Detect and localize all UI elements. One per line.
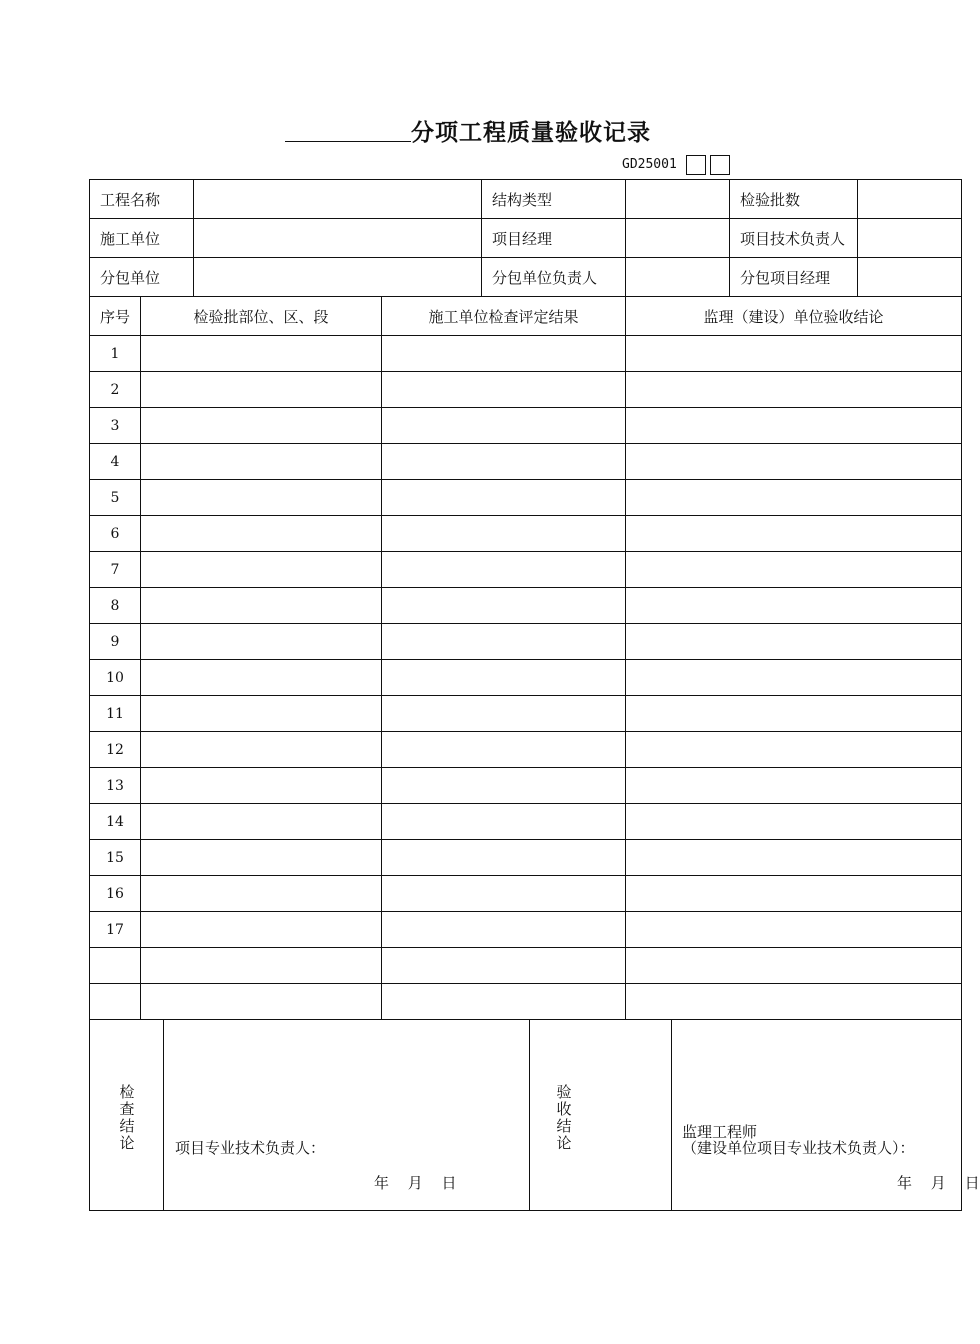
row-number: 5: [90, 480, 141, 516]
subcontract-pm-value[interactable]: [858, 258, 962, 297]
table-row: [90, 624, 962, 660]
project-manager-value[interactable]: [626, 219, 730, 258]
row-contractor-result-cell[interactable]: [382, 516, 626, 552]
row-number: [90, 948, 141, 984]
table-row: [90, 948, 962, 984]
structure-type-label: 结构类型: [482, 180, 626, 219]
row-supervisor-conclusion-cell[interactable]: [626, 948, 962, 984]
row-number: 10: [90, 660, 141, 696]
row-number: 11: [90, 696, 141, 732]
title-blank-line: [285, 141, 411, 142]
row-location-cell[interactable]: [141, 660, 382, 696]
table-row: [90, 588, 962, 624]
row-contractor-result-cell[interactable]: [382, 444, 626, 480]
table-row: [90, 516, 962, 552]
row-supervisor-conclusion-cell[interactable]: [626, 336, 962, 372]
table-row: [90, 840, 962, 876]
row-number: 17: [90, 912, 141, 948]
table-row: [90, 552, 962, 588]
row-number: 14: [90, 804, 141, 840]
row-location-cell[interactable]: [141, 588, 382, 624]
table-row: [90, 732, 962, 768]
row-number: 13: [90, 768, 141, 804]
row-supervisor-conclusion-cell[interactable]: [626, 876, 962, 912]
row-contractor-result-cell[interactable]: [382, 912, 626, 948]
accept-label-cell: [530, 1020, 672, 1211]
row-number: [90, 984, 141, 1020]
table-row: [90, 660, 962, 696]
row-location-cell[interactable]: [141, 984, 382, 1020]
row-contractor-result-cell[interactable]: [382, 336, 626, 372]
form-code-box-1[interactable]: [686, 155, 706, 175]
table-row: [90, 336, 962, 372]
table-row: [90, 876, 962, 912]
tech-lead-value[interactable]: [858, 219, 962, 258]
table-row: [90, 768, 962, 804]
check-label-cell: [90, 1020, 164, 1211]
table-row: [90, 696, 962, 732]
table-row: [90, 804, 962, 840]
row-contractor-result-cell[interactable]: [382, 984, 626, 1020]
batch-count-value[interactable]: [858, 180, 962, 219]
row-number: 2: [90, 372, 141, 408]
row-supervisor-conclusion-cell[interactable]: [626, 552, 962, 588]
row-contractor-result-cell[interactable]: [382, 480, 626, 516]
form-code-box-2[interactable]: [710, 155, 730, 175]
row-location-cell[interactable]: [141, 840, 382, 876]
subcontract-pm-label: 分包项目经理: [730, 258, 858, 297]
row-number: 16: [90, 876, 141, 912]
row-location-cell[interactable]: [141, 696, 382, 732]
acceptance-conclusion-cell[interactable]: [672, 1020, 980, 1211]
row-supervisor-conclusion-cell[interactable]: [626, 984, 962, 1020]
row-contractor-result-cell[interactable]: [382, 660, 626, 696]
column-header-row: [90, 297, 962, 336]
row-contractor-result-cell[interactable]: [382, 876, 626, 912]
row-contractor-result-cell[interactable]: [382, 732, 626, 768]
check-conclusion-cell[interactable]: [164, 1020, 530, 1211]
row-supervisor-conclusion-cell[interactable]: [626, 804, 962, 840]
check-signer-label: 项目专业技术负责人：: [175, 1139, 326, 1157]
row-number: 3: [90, 408, 141, 444]
col-supervisor-conclusion-header: 监理（建设）单位验收结论: [626, 297, 962, 336]
row-supervisor-conclusion-cell[interactable]: [626, 696, 962, 732]
construction-unit-label: 施工单位: [90, 219, 194, 258]
row-contractor-result-cell[interactable]: [382, 588, 626, 624]
row-supervisor-conclusion-cell[interactable]: [626, 516, 962, 552]
row-contractor-result-cell[interactable]: [382, 552, 626, 588]
col-seq-header: 序号: [90, 297, 141, 336]
row-supervisor-conclusion-cell[interactable]: [626, 732, 962, 768]
table-row: [90, 372, 962, 408]
row-supervisor-conclusion-cell[interactable]: [626, 372, 962, 408]
project-manager-label: 项目经理: [482, 219, 626, 258]
acceptance-conclusion-label: 验收结论: [556, 1083, 572, 1152]
row-location-cell[interactable]: [141, 624, 382, 660]
info-row-3: [90, 258, 962, 297]
row-supervisor-conclusion-cell[interactable]: [626, 660, 962, 696]
row-contractor-result-cell[interactable]: [382, 948, 626, 984]
subcontract-unit-value[interactable]: [194, 258, 482, 297]
structure-type-value[interactable]: [626, 180, 730, 219]
info-row-1: [90, 180, 962, 219]
batch-count-label: 检验批数: [730, 180, 858, 219]
subcontract-lead-value[interactable]: [626, 258, 730, 297]
row-location-cell[interactable]: [141, 732, 382, 768]
row-contractor-result-cell[interactable]: [382, 768, 626, 804]
row-contractor-result-cell[interactable]: [382, 372, 626, 408]
row-location-cell[interactable]: [141, 948, 382, 984]
row-location-cell[interactable]: [141, 336, 382, 372]
row-supervisor-conclusion-cell[interactable]: [626, 768, 962, 804]
project-name-value[interactable]: [194, 180, 482, 219]
conclusion-row: [90, 1020, 962, 1211]
row-location-cell[interactable]: [141, 876, 382, 912]
accept-signer-line2: （建设单位项目专业技术负责人）：: [682, 1139, 915, 1157]
table-row: [90, 984, 962, 1020]
row-number: 1: [90, 336, 141, 372]
row-contractor-result-cell[interactable]: [382, 408, 626, 444]
data-rows: [90, 336, 962, 1020]
row-supervisor-conclusion-cell[interactable]: [626, 444, 962, 480]
accept-date: 年 月 日: [897, 1174, 980, 1192]
row-location-cell[interactable]: [141, 372, 382, 408]
col-location-header: 检验批部位、区、段: [141, 297, 382, 336]
accept-signer-line1: 监理工程师: [682, 1123, 758, 1141]
row-location-cell[interactable]: [141, 552, 382, 588]
row-location-cell[interactable]: [141, 768, 382, 804]
info-row-2: [90, 219, 962, 258]
row-location-cell[interactable]: [141, 408, 382, 444]
construction-unit-value[interactable]: [194, 219, 482, 258]
row-contractor-result-cell[interactable]: [382, 840, 626, 876]
project-name-label: 工程名称: [90, 180, 194, 219]
row-location-cell[interactable]: [141, 516, 382, 552]
row-contractor-result-cell[interactable]: [382, 624, 626, 660]
row-supervisor-conclusion-cell[interactable]: [626, 480, 962, 516]
tech-lead-label: 项目技术负责人: [730, 219, 858, 258]
row-number: 4: [90, 444, 141, 480]
check-conclusion-label: 检查结论: [119, 1083, 135, 1152]
table-row: [90, 444, 962, 480]
subcontract-unit-label: 分包单位: [90, 258, 194, 297]
inspection-form-table: [89, 179, 980, 1211]
row-number: 15: [90, 840, 141, 876]
row-location-cell[interactable]: [141, 444, 382, 480]
col-contractor-result-header: 施工单位检查评定结果: [382, 297, 626, 336]
form-code: GD25001: [622, 157, 677, 172]
check-date: 年 月 日: [374, 1174, 457, 1192]
table-row: [90, 912, 962, 948]
row-number: 9: [90, 624, 141, 660]
table-row: [90, 480, 962, 516]
row-location-cell[interactable]: [141, 480, 382, 516]
table-row: [90, 408, 962, 444]
row-number: 6: [90, 516, 141, 552]
row-supervisor-conclusion-cell[interactable]: [626, 912, 962, 948]
row-contractor-result-cell[interactable]: [382, 804, 626, 840]
row-number: 7: [90, 552, 141, 588]
row-supervisor-conclusion-cell[interactable]: [626, 588, 962, 624]
row-number: 8: [90, 588, 141, 624]
row-location-cell[interactable]: [141, 804, 382, 840]
row-number: 12: [90, 732, 141, 768]
page-title: 分项工程质量验收记录: [411, 120, 651, 146]
row-location-cell[interactable]: [141, 912, 382, 948]
row-supervisor-conclusion-cell[interactable]: [626, 840, 962, 876]
subcontract-lead-label: 分包单位负责人: [482, 258, 626, 297]
row-contractor-result-cell[interactable]: [382, 696, 626, 732]
row-supervisor-conclusion-cell[interactable]: [626, 624, 962, 660]
row-supervisor-conclusion-cell[interactable]: [626, 408, 962, 444]
